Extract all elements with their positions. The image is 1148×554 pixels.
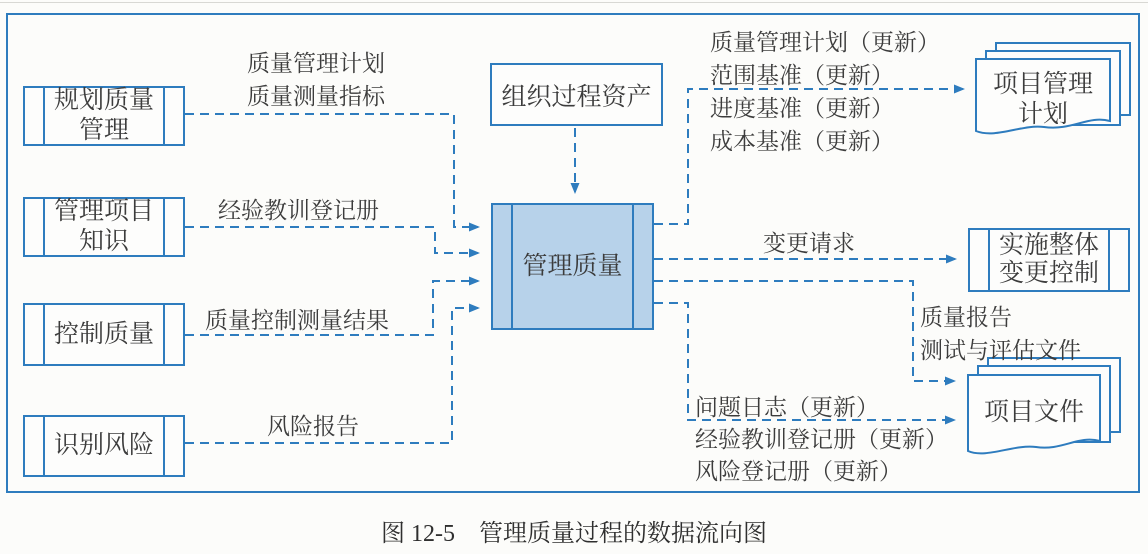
double-bar-left-icon [43, 305, 45, 364]
process-box-label: 管理项目 知识 [53, 198, 154, 255]
flow-label-pmp-updates: 质量管理计划（更新） 范围基准（更新） 进度基准（更新） 成本基准（更新） [710, 30, 940, 154]
double-bar-right-icon [163, 417, 165, 475]
process-box-label: 规划质量 管理 [53, 87, 154, 144]
process-box-manage-project-knowledge [23, 197, 185, 257]
document-label-pm-plan: 项目管理 计划 [992, 71, 1093, 128]
double-bar-left-icon [988, 230, 990, 290]
process-box-label: 实施整体 变更控制 [998, 232, 1099, 287]
box-organizational-process-assets [490, 63, 663, 126]
double-bar-left-icon [511, 205, 513, 328]
double-bar-left-icon [43, 88, 45, 144]
flow-label-lessons-register: 经验教训登记册 [218, 198, 379, 223]
double-bar-right-icon [1108, 230, 1110, 290]
process-box-label: 管理质量 [522, 252, 623, 280]
flow-label-project-doc-updates: 问题日志（更新） 经验教训登记册（更新） 风险登记册（更新） [695, 395, 948, 484]
flow-label-quality-reports: 质量报告 测试与评估文件 [920, 305, 1081, 363]
process-box-perform-integrated-change-control [968, 228, 1130, 292]
arrow-manage-quality-to-project-docs-upper [654, 281, 954, 381]
process-box-plan-quality-management [23, 86, 185, 146]
flow-label-qc-measurements: 质量控制测量结果 [205, 308, 389, 333]
arrow-manage-knowledge-to-manage-quality [185, 227, 478, 253]
document-label-project-docs: 项目文件 [983, 399, 1084, 426]
process-box-label: 识别风险 [53, 432, 154, 459]
flow-label-change-requests: 变更请求 [763, 231, 855, 256]
double-bar-right-icon [632, 205, 634, 328]
double-bar-left-icon [43, 417, 45, 475]
double-bar-right-icon [163, 305, 165, 364]
double-bar-right-icon [163, 88, 165, 144]
process-box-identify-risks [23, 415, 185, 477]
box-label: 组织过程资产 [501, 83, 652, 111]
flow-label-quality-plan-metrics: 质量管理计划 质量测量指标 [247, 51, 385, 109]
double-bar-left-icon [43, 199, 45, 255]
flow-label-risk-report: 风险报告 [267, 414, 359, 439]
process-box-control-quality [23, 303, 185, 366]
process-box-manage-quality [491, 203, 654, 330]
process-box-label: 控制质量 [53, 320, 154, 348]
figure-caption: 图 12-5 管理质量过程的数据流向图 [381, 521, 767, 547]
double-bar-right-icon [163, 199, 165, 255]
